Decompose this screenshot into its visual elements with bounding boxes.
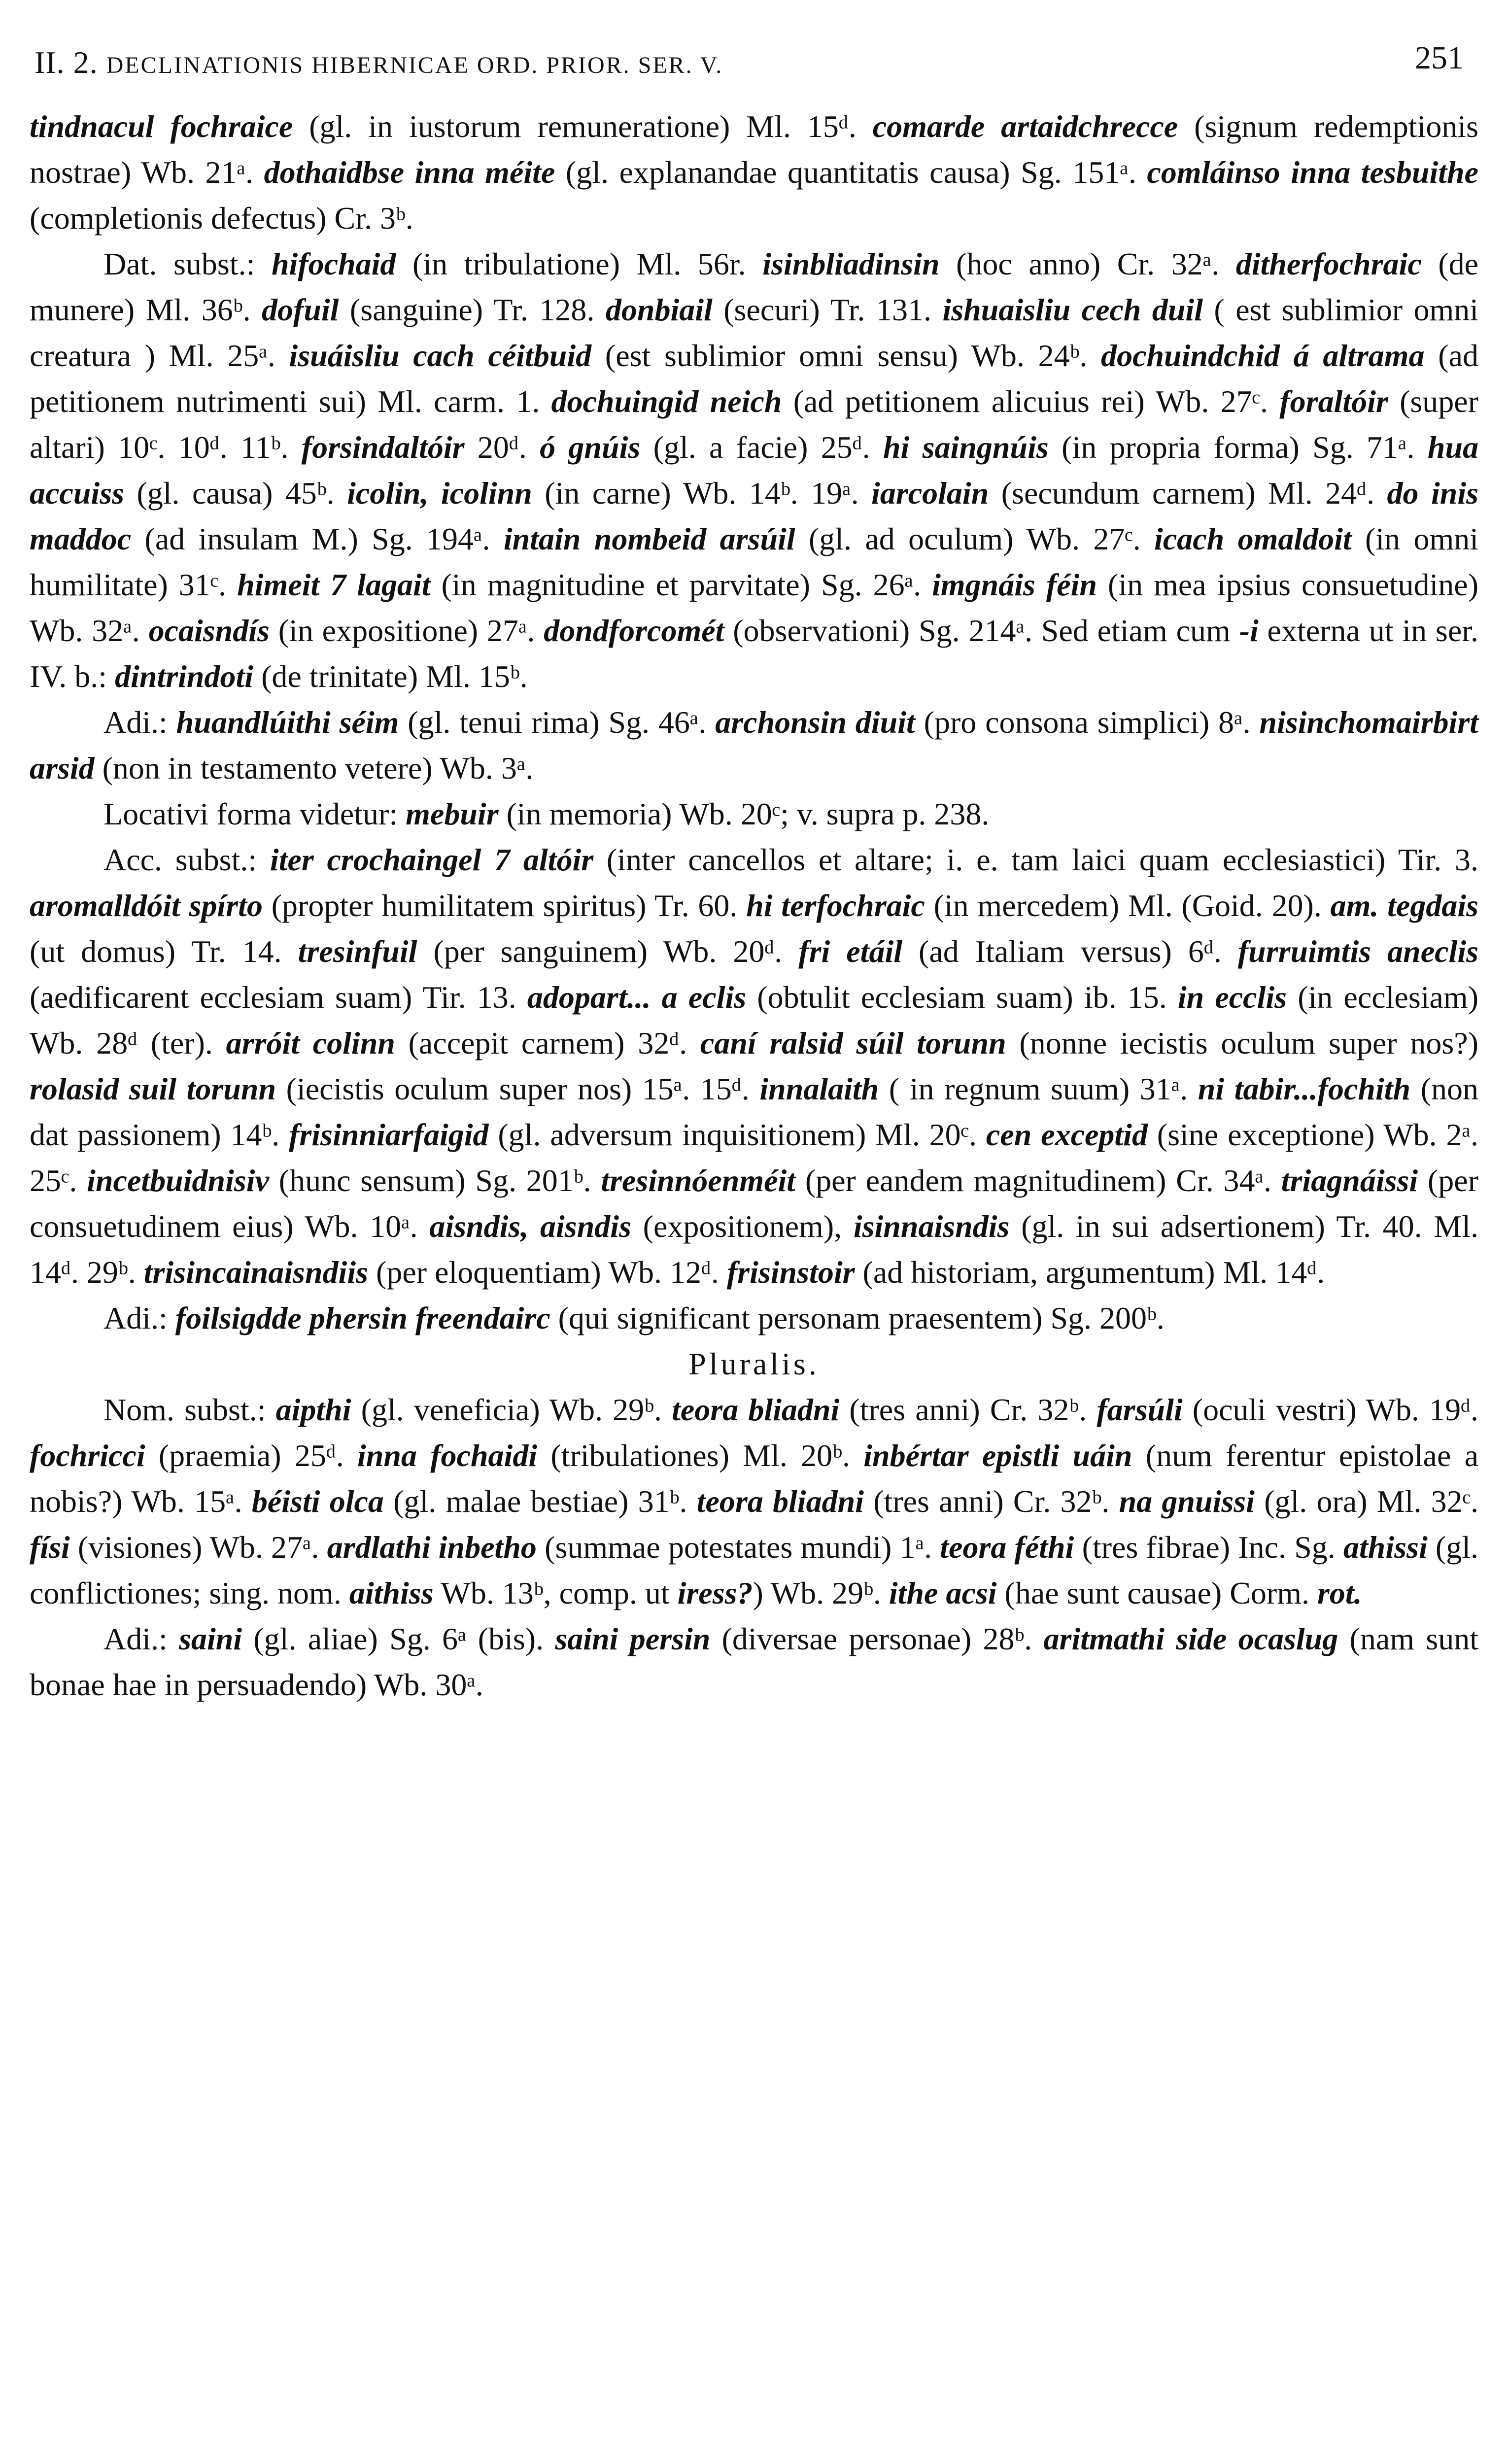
irish-gloss: am. tegdais — [1330, 888, 1479, 923]
text-run: (non dat passionem) 14ᵇ. — [30, 1071, 1479, 1152]
text-run: (completionis defectus) Cr. 3ᵇ. — [30, 201, 413, 236]
irish-gloss: isinbliadinsin — [762, 246, 940, 281]
text-run: Dat. subst.: — [103, 246, 272, 281]
irish-gloss: aithiss — [349, 1575, 434, 1610]
book-page — [30, 25, 1478, 2464]
text-run: (tribulationes) Ml. 20ᵇ. — [537, 1438, 864, 1473]
irish-gloss: isinnaisndis — [853, 1209, 1010, 1244]
irish-gloss: innalaith — [759, 1071, 879, 1106]
paragraph — [30, 791, 1478, 837]
irish-gloss: farsúli — [1097, 1392, 1183, 1427]
irish-gloss: fri etáil — [798, 934, 903, 969]
irish-gloss: ni tabir...fochith — [1198, 1071, 1411, 1106]
irish-gloss: huandlúithi séim — [176, 705, 399, 740]
text-run: (hunc sensum) Sg. 201ᵇ. — [269, 1163, 601, 1198]
text-run: (praemia) 25ᵈ. — [145, 1438, 357, 1473]
irish-gloss: aromalldóit spírto — [30, 888, 263, 923]
irish-gloss: nisinchomairbirt arsid — [30, 705, 1478, 786]
text-run: Adi.: — [103, 1621, 179, 1656]
text-run: (observationi) Sg. 214ᵃ. Sed etiam cum — [724, 613, 1239, 648]
irish-gloss: athissi — [1343, 1530, 1428, 1565]
irish-gloss: dondforcomét — [544, 613, 724, 648]
text-run: (de trinitate) Ml. 15ᵇ. — [253, 659, 528, 694]
text-run: (in propria forma) Sg. 71ᵃ. — [1048, 430, 1428, 465]
text-run: (in memoria) Wb. 20ᶜ; v. supra p. 238. — [498, 796, 990, 831]
irish-gloss: iter crochaingel 7 altóir — [270, 842, 594, 877]
text-run: (gl. causa) 45ᵇ. — [124, 476, 347, 511]
page-number: 251 — [1415, 40, 1464, 76]
text-run: (sine exceptione) Wb. 2ᵃ. 25ᶜ. — [30, 1117, 1479, 1198]
irish-gloss: físi — [30, 1530, 70, 1565]
text-run: (in tribulatione) Ml. 56r. — [396, 246, 763, 281]
running-header — [30, 25, 1478, 103]
irish-gloss: hi saingnúis — [883, 430, 1049, 465]
irish-gloss: dochuingid neich — [551, 384, 782, 419]
text-run: (ut domus) Tr. 14. — [30, 934, 298, 969]
irish-gloss: inbértar epistli uáin — [863, 1438, 1132, 1473]
text-run: (securi) Tr. 131. — [712, 292, 943, 327]
text-run: (summae potestates mundi) 1ᵃ. — [536, 1530, 940, 1565]
paragraph — [30, 103, 1478, 241]
irish-gloss: rot. — [1317, 1575, 1362, 1610]
irish-gloss: forsindaltóir — [301, 430, 465, 465]
text-run: (tres anni) Cr. 32ᵇ. — [839, 1392, 1097, 1427]
paragraph — [30, 699, 1478, 791]
text-run: (super altari) 10ᶜ. 10ᵈ. 11ᵇ. — [30, 384, 1479, 465]
text-run: (per sanguinem) Wb. 20ᵈ. — [417, 934, 799, 969]
irish-gloss: ithe acsi — [889, 1575, 997, 1610]
irish-gloss: rolasid suil torunn — [30, 1071, 276, 1106]
irish-gloss: ocaisndís — [148, 613, 270, 648]
irish-gloss: in ecclis — [1177, 980, 1287, 1015]
text-run: (in mea ipsius consuetudine) Wb. 32ᵃ. — [30, 567, 1479, 648]
irish-gloss: archonsin diuit — [715, 705, 915, 740]
irish-gloss: intain nombeid arsúil — [503, 521, 795, 556]
irish-gloss: triagnáissi — [1281, 1163, 1418, 1198]
text-run: (obtulit ecclesiam suam) ib. 15. — [746, 980, 1178, 1015]
irish-gloss: icolin, icolinn — [347, 476, 532, 511]
paragraph — [30, 1387, 1478, 1616]
irish-gloss: béisti olca — [251, 1484, 384, 1519]
header-title-block — [34, 44, 723, 81]
text-run: ) Wb. 29ᵇ. — [753, 1575, 889, 1610]
irish-gloss: arróit colinn — [226, 1026, 395, 1061]
text-run: 20ᵈ. — [464, 430, 540, 465]
irish-gloss: frisinniarfaigid — [289, 1117, 489, 1152]
text-run: (in carne) Wb. 14ᵇ. 19ᵃ. — [532, 476, 872, 511]
text-run: (hae sunt causae) Corm. — [996, 1575, 1317, 1610]
text-run: (gl. in iustorum remuneratione) Ml. 15ᵈ. — [293, 109, 873, 144]
irish-gloss: adopart... a eclis — [527, 980, 747, 1015]
irish-gloss: teora bliadni — [672, 1392, 840, 1427]
irish-gloss: iarcolain — [871, 476, 989, 511]
text-run: (accepit carnem) 32ᵈ. — [395, 1026, 700, 1061]
section-heading — [30, 1341, 1478, 1387]
irish-gloss: dofuil — [262, 292, 339, 327]
irish-gloss: ó gnúis — [540, 430, 641, 465]
text-run: (gl. malae bestiae) 31ᵇ. — [383, 1484, 697, 1519]
irish-gloss: saini — [179, 1621, 242, 1656]
text-run: (per eandem magnitudinem) Cr. 34ᵃ. — [795, 1163, 1281, 1198]
irish-gloss: cen exceptid — [986, 1117, 1148, 1152]
irish-gloss: isuáisliu cach céitbuid — [289, 338, 592, 373]
text-run: (gl. ad oculum) Wb. 27ᶜ. — [795, 521, 1155, 556]
text-run: (sanguine) Tr. 128. — [339, 292, 606, 327]
irish-gloss: tresinfuil — [298, 934, 417, 969]
irish-gloss: teora féthi — [940, 1530, 1074, 1565]
text-run: (diversae personae) 28ᵇ. — [710, 1621, 1044, 1656]
text-run: (gl. conflictiones; sing. nom. — [30, 1530, 1479, 1610]
irish-gloss: dintrindoti — [115, 659, 254, 694]
text-run: (tres anni) Cr. 32ᵇ. — [863, 1484, 1119, 1519]
text-run: (expositionem), — [631, 1209, 854, 1244]
text-run: (signum redemptionis nostrae) Wb. 21ᵃ. — [30, 109, 1479, 190]
paragraph — [30, 1616, 1478, 1708]
text-run: (in omni humilitate) 31ᶜ. — [30, 521, 1479, 602]
paragraph — [30, 241, 1478, 699]
text-run: Wb. 13ᵇ, comp. ut — [433, 1575, 678, 1610]
running-title: DECLINATIONIS HIBERNICAE ORD. PRIOR. SER. V. — [106, 52, 723, 78]
text-run: Nom. subst.: — [103, 1392, 276, 1427]
irish-gloss: saini persin — [555, 1621, 711, 1656]
text-run: (propter humilitatem spiritus) Tr. 60. — [262, 888, 747, 923]
text-run: (in ecclesiam) Wb. 28ᵈ (ter). — [30, 980, 1479, 1061]
irish-gloss: foraltóir — [1279, 384, 1388, 419]
text-run: (ad insulam M.) Sg. 194ᵃ. — [131, 521, 504, 556]
irish-gloss: comarde artaidchrecce — [872, 109, 1178, 144]
irish-gloss: do inis maddoc — [30, 476, 1479, 556]
text-run: ( est sublimior omni creatura ) Ml. 25ᵃ. — [30, 292, 1479, 373]
irish-gloss: furruimtis aneclis — [1237, 934, 1479, 969]
irish-gloss: incetbuidnisiv — [87, 1163, 269, 1198]
text-run: ( in regnum suum) 31ᵃ. — [879, 1071, 1198, 1106]
text-run: (per consuetudinem eius) Wb. 10ᵃ. — [30, 1163, 1478, 1244]
irish-gloss: aipthi — [275, 1392, 351, 1427]
text-run: (oculi vestri) Wb. 19ᵈ. — [1182, 1392, 1479, 1427]
text-run: (gl. explanandae quantitatis causa) Sg. 151ᵃ. — [555, 155, 1147, 190]
paragraph — [30, 1295, 1478, 1341]
text-run: (in expositione) 27ᵃ. — [269, 613, 544, 648]
text-run: (non in testamento vetere) Wb. 3ᵃ. — [94, 751, 534, 786]
text-run: (gl. adversum inquisitionem) Ml. 20ᶜ. — [488, 1117, 986, 1152]
text-run: (nam sunt bonae hae in persuadendo) Wb. 30ᵃ. — [30, 1621, 1479, 1702]
irish-gloss: inna fochaidi — [357, 1438, 538, 1473]
text-run: (est sublimior omni sensu) Wb. 24ᵇ. — [591, 338, 1101, 373]
text-run: (gl. in sui adsertionem) Tr. 40. Ml. 14ᵈ. 29ᵇ. — [30, 1209, 1479, 1290]
text-run: Acc. subst.: — [103, 842, 270, 877]
irish-gloss: imgnáis féin — [932, 567, 1097, 602]
irish-gloss: trisincainaisndiis — [143, 1255, 368, 1290]
text-run: (gl. aliae) Sg. 6ᵃ (bis). — [242, 1621, 555, 1656]
irish-gloss: hi terfochraic — [746, 888, 925, 923]
text-run: (per eloquentiam) Wb. 12ᵈ. — [368, 1255, 727, 1290]
irish-gloss: aritmathi side ocaslug — [1043, 1621, 1338, 1656]
paragraph — [30, 837, 1478, 1295]
text-run: (de munere) Ml. 36ᵇ. — [30, 246, 1479, 327]
text-run: (in magnitudine et parvitate) Sg. 26ᵃ. — [430, 567, 932, 602]
text-run: (ad petitionem alicuius rei) Wb. 27ᶜ. — [782, 384, 1280, 419]
irish-gloss: tresinnóenméit — [601, 1163, 796, 1198]
irish-gloss: dochuindchid á altrama — [1101, 338, 1425, 373]
text-run: (ad Italiam versus) 6ᵈ. — [902, 934, 1238, 969]
text-run: (secundum carnem) Ml. 24ᵈ. — [989, 476, 1387, 511]
irish-gloss: ditherfochraic — [1235, 246, 1422, 281]
body-text — [30, 103, 1478, 1708]
text-run: (nonne iecistis oculum super nos?) — [1006, 1026, 1479, 1061]
irish-gloss: hifochaid — [271, 246, 396, 281]
irish-gloss: -i — [1239, 613, 1259, 648]
text-run: (pro consona simplici) 8ᵃ. — [915, 705, 1260, 740]
text-run: (iecistis oculum super nos) 15ᵃ. 15ᵈ. — [276, 1071, 760, 1106]
irish-gloss: himeit 7 lagait — [237, 567, 431, 602]
text-run: (aedificarent ecclesiam suam) Tir. 13. — [30, 980, 527, 1015]
irish-gloss: comláinso inna tesbuithe — [1147, 155, 1479, 190]
irish-gloss: caní ralsid súil torunn — [700, 1026, 1006, 1061]
text-run: (inter cancellos et altare; i. e. tam laici quam ecclesiastici) Tir. 3. — [593, 842, 1479, 877]
text-run: Adi.: — [103, 1300, 175, 1335]
text-run: (num ferentur epistolae a nobis?) Wb. 15ᵃ. — [30, 1438, 1479, 1519]
irish-gloss: fochricci — [30, 1438, 145, 1473]
irish-gloss: ardlathi inbetho — [327, 1530, 537, 1565]
irish-gloss: iress? — [677, 1575, 753, 1610]
irish-gloss: ishuaisliu cech duil — [942, 292, 1203, 327]
text-run: (gl. veneficia) Wb. 29ᵇ. — [351, 1392, 672, 1427]
text-run: (tres fibrae) Inc. Sg. — [1074, 1530, 1343, 1565]
irish-gloss: foilsigdde phersin freendairc — [175, 1300, 550, 1335]
irish-gloss: donbiail — [605, 292, 713, 327]
text-run: (gl. ora) Ml. 32ᶜ. — [1254, 1484, 1479, 1519]
irish-gloss: icach omaldoit — [1154, 521, 1352, 556]
text-run: (ad historiam, argumentum) Ml. 14ᵈ. — [855, 1255, 1325, 1290]
text-run: (visiones) Wb. 27ᵃ. — [69, 1530, 327, 1565]
text-run: (in mercedem) Ml. (Goid. 20). — [925, 888, 1331, 923]
section-number: II. 2. — [34, 45, 98, 80]
irish-gloss: aisndis, aisndis — [429, 1209, 631, 1244]
irish-gloss: hua accuiss — [30, 430, 1479, 511]
text-run: externa ut in ser. IV. b.: — [30, 613, 1479, 694]
irish-gloss: mebuir — [406, 796, 499, 831]
irish-gloss: teora bliadni — [696, 1484, 864, 1519]
irish-gloss: frisinstoir — [726, 1255, 855, 1290]
text-run: (gl. tenui rima) Sg. 46ᵃ. — [399, 705, 716, 740]
text-run: Pluralis. — [688, 1346, 820, 1381]
text-run: Adi.: — [103, 705, 176, 740]
text-run: Locativi forma videtur: — [103, 796, 406, 831]
irish-gloss: tindnacul fochraice — [30, 109, 293, 144]
irish-gloss: dothaidbse inna méite — [264, 155, 555, 190]
irish-gloss: na gnuissi — [1119, 1484, 1255, 1519]
text-run: (qui significant personam praesentem) Sg. 200ᵇ. — [550, 1300, 1165, 1335]
text-run: (gl. a facie) 25ᵈ. — [640, 430, 883, 465]
text-run: (ad petitionem nutrimenti sui) Ml. carm. 1. — [30, 338, 1479, 419]
text-run: (hoc anno) Cr. 32ᵃ. — [939, 246, 1236, 281]
